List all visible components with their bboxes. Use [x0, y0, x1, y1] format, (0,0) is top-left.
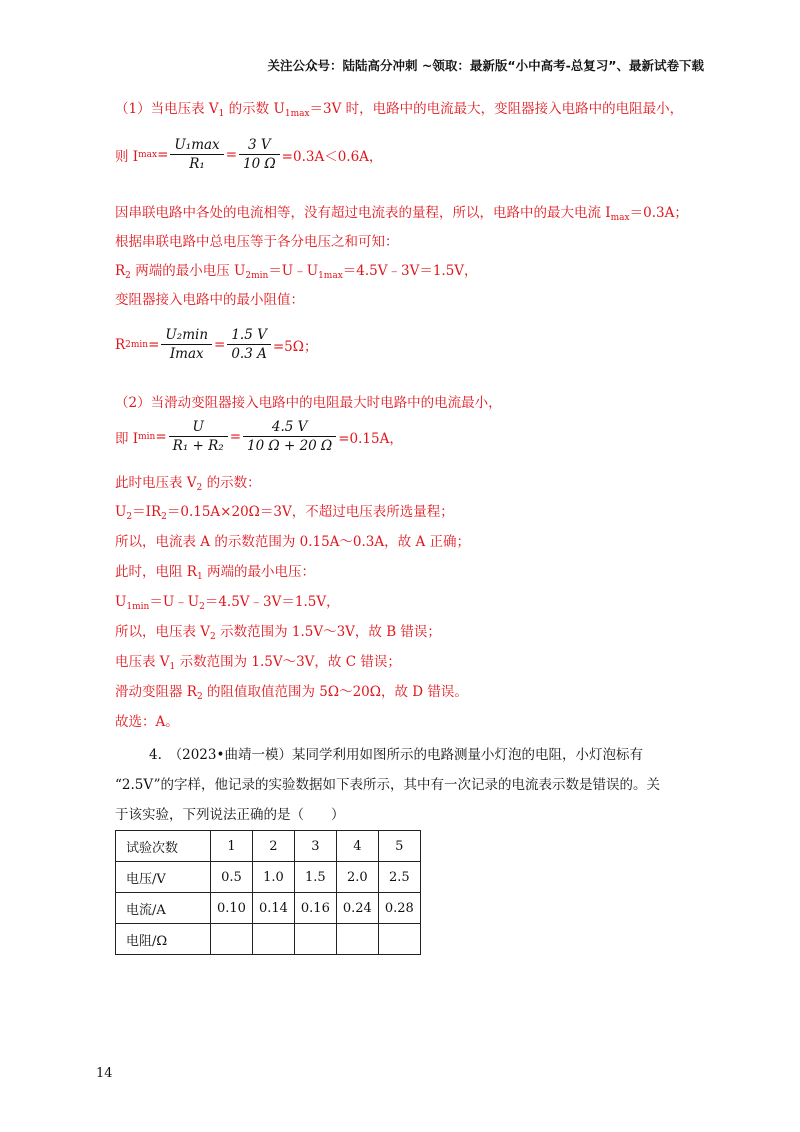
table-row-header: 电流/A	[116, 893, 211, 924]
equation-r2min: R 2min = $\frac{\text{U₂min}}{Imax}$ = $\frac{1.5 V}{0.3 A}$ =5Ω；	[115, 327, 318, 362]
table-cell	[252, 924, 294, 955]
table-cell: 1.0	[252, 862, 294, 893]
table-row-header: 电阻/Ω	[116, 924, 211, 955]
table-cell: 4	[336, 831, 378, 862]
solution-line: $U_{1min}=U﹣U_2=4.5V﹣3V=1.5V$，	[115, 594, 340, 612]
table-row	[116, 862, 421, 893]
table-row	[116, 893, 421, 924]
solution-line: 此时电压表 $V_2$ 的示数：	[115, 475, 261, 493]
solution-line: 所以，电压表 $V_2$ 示数范围为 1.5V～3V，故 B 错误；	[115, 624, 441, 642]
fraction: $\frac{\text{U₂min}}{Imax}$	[161, 326, 212, 363]
solution-line: 所以，电流表 A 的示数范围为 0.15A～0.3A，故 A 正确；	[115, 534, 470, 550]
equation-imax: 则 I max = $\frac{\text{U₁max}}{\text{R₁}}$ = $\frac{3 V}{10 \Omega}$ =0.3A＜0.6A，	[115, 137, 383, 172]
table-cell	[336, 924, 378, 955]
page-number: 14	[96, 1066, 113, 1081]
table-cell	[378, 924, 420, 955]
table-cell: 0.16	[294, 893, 336, 924]
table-cell: 1.5	[294, 862, 336, 893]
fraction: $\frac{3 V}{10 \Omega}$	[239, 136, 280, 173]
data-table	[115, 830, 421, 955]
table-cell	[294, 924, 336, 955]
table-cell: 5	[378, 831, 420, 862]
table-row-header: 试验次数	[116, 831, 211, 862]
solution-line: 滑动变阻器 $R_2$ 的阻值取值范围为 5Ω～20Ω，故 D 错误。	[115, 684, 468, 702]
table-row	[116, 831, 421, 862]
solution-line: $R_2$ 两端的最小电压 $U_{2min}=U﹣U_{1max}=4.5V﹣3V=1.5V$，	[115, 263, 478, 281]
equation-imin: 即 I min = $\frac{U}{\text{R₁ + R₂}}$ = $\frac{4.5 V}{10 \Omega + 20 \Omega}$ =0.15A，	[115, 419, 403, 454]
table-cell: 0.14	[252, 893, 294, 924]
solution-line: 电压表 $V_1$ 示数范围为 1.5V～3V，故 C 错误；	[115, 654, 401, 672]
table-row	[116, 924, 421, 955]
fraction: $\frac{1.5 V}{0.3 A}$	[227, 326, 271, 363]
table-cell	[211, 924, 253, 955]
solution-line: 根据串联电路中总电压等于各分电压之和可知：	[115, 234, 399, 250]
table-cell: 2	[252, 831, 294, 862]
page-header: 关注公众号：陆陆高分冲刺 ~领取：最新版“小中高考-总复习”、最新试卷下载	[267, 58, 704, 73]
question-stem-line2: “2.5V”的字样，他记录的实验数据如下表所示，其中有一次记录的电流表示数是错误的。关	[115, 777, 661, 793]
solution-part2-intro: （2）当滑动变阻器接入电路中的电阻最大时电路中的电流最小，	[115, 395, 502, 411]
solution-line: $U_2=IR_2=0.15A\times 20\Omega=3V$，不超过电压表所选量程；	[115, 504, 454, 522]
table-cell: 2.0	[336, 862, 378, 893]
table-cell: 0.24	[336, 893, 378, 924]
question-stem-line3: 于该实验，下列说法正确的是（ ）	[115, 807, 345, 823]
solution-line: 变阻器接入电路中的最小阻值：	[115, 292, 304, 308]
table-row-header: 电压/V	[116, 862, 211, 893]
table-cell: 3	[294, 831, 336, 862]
question-stem-line1: 4. （2023•曲靖一模）某同学利用如图所示的电路测量小灯泡的电阻，小灯泡标有	[149, 747, 643, 763]
table-cell: 0.10	[211, 893, 253, 924]
table-cell: 0.28	[378, 893, 420, 924]
fraction: $\frac{\text{U₁max}}{\text{R₁}}$	[170, 136, 223, 173]
fraction: $\frac{4.5 V}{10 \Omega + 20 \Omega}$	[243, 418, 336, 455]
solution-answer: 故选：A。	[115, 714, 179, 730]
table-cell: 2.5	[378, 862, 420, 893]
solution-part1-intro: （1）当电压表 $V_1$ 的示数 $U_{1max}=3V$ 时，电路中的电流最大，变阻器接入电路中的电阻最小，	[115, 101, 684, 119]
table-cell: 0.5	[211, 862, 253, 893]
fraction: $\frac{U}{\text{R₁ + R₂}}$	[169, 418, 228, 455]
table-cell: 1	[211, 831, 253, 862]
solution-line: 此时，电阻 $R_1$ 两端的最小电压：	[115, 564, 315, 582]
solution-line: 因串联电路中各处的电流相等，没有超过电流表的量程，所以，电路中的最大电流 $I_{max}=0.3A$；	[115, 205, 688, 223]
